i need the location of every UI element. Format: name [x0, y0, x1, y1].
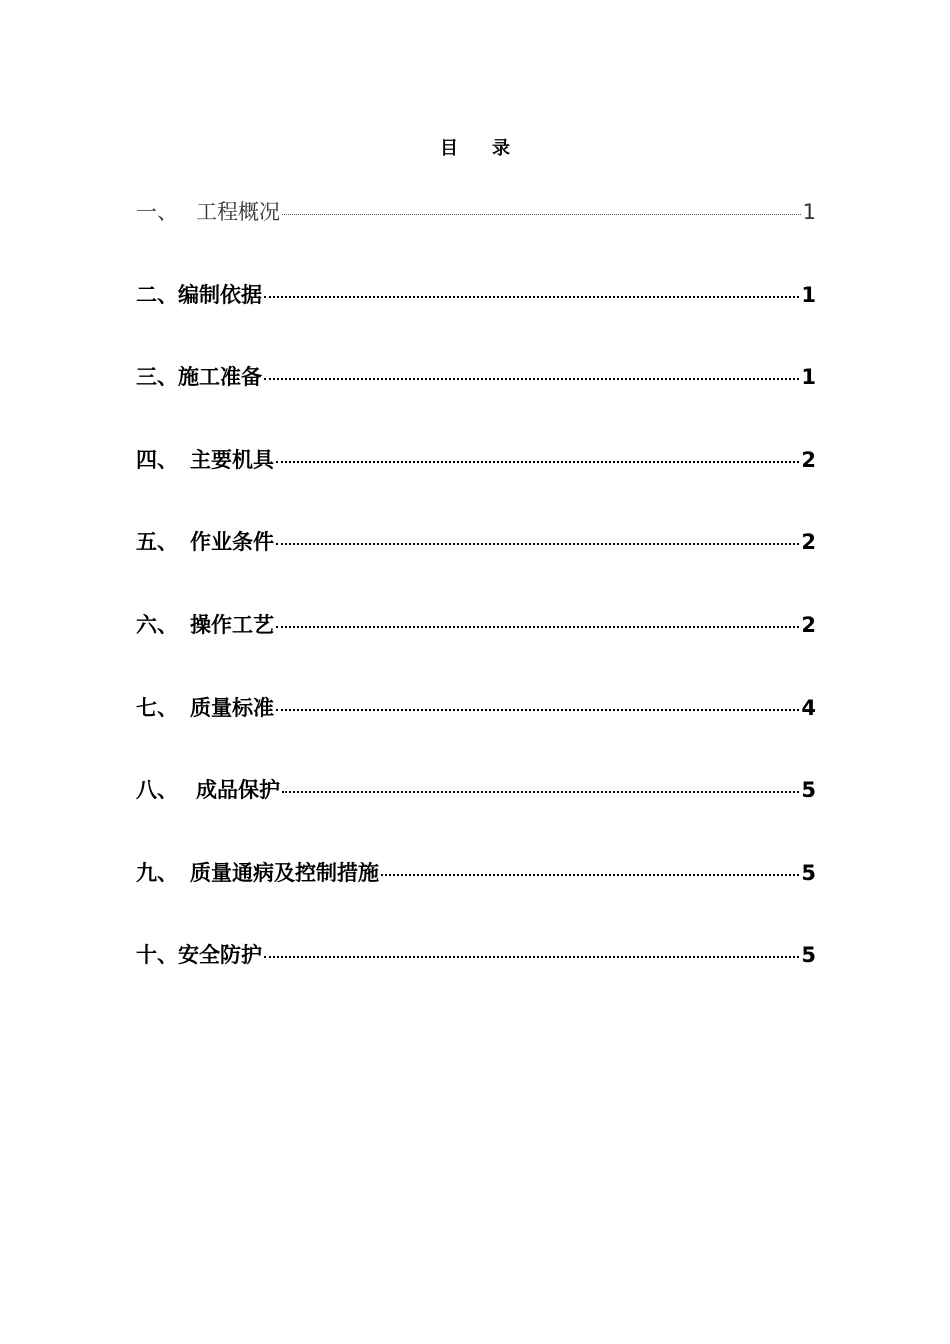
toc-entry-number: 四、 [136, 447, 178, 472]
dot-leader [264, 934, 799, 958]
toc-entry-number: 六、 [136, 612, 178, 637]
toc-entry-number: 二、 [136, 282, 178, 307]
toc-entry-10[interactable] [136, 935, 816, 1018]
dot-leader [276, 604, 799, 628]
toc-entry-number: 十、 [136, 943, 178, 968]
toc-entry-title: 主要机具 [190, 447, 274, 472]
toc-entry-number: 九、 [136, 860, 178, 885]
toc-title: 目录 [440, 138, 544, 159]
toc-entry-title: 工程概况 [196, 200, 280, 224]
toc-entry-6[interactable] [136, 605, 816, 688]
dot-leader [264, 356, 799, 380]
toc-entry-title: 质量通病及控制措施 [190, 860, 379, 885]
toc-entry-title: 质量标准 [190, 695, 274, 720]
toc-entry-number: 一、 [136, 200, 178, 224]
toc-entry-number: 五、 [136, 530, 178, 555]
toc-entry-number: 七、 [136, 695, 178, 720]
toc-entry-title: 作业条件 [190, 530, 274, 555]
toc-entry-number: 三、 [136, 365, 178, 390]
toc-entry-number: 八、 [136, 778, 178, 803]
toc-entry-title: 操作工艺 [190, 612, 274, 637]
toc-entry-title: 编制依据 [178, 282, 262, 307]
toc-entry-page: 5 [801, 943, 816, 968]
toc-entry-page: 4 [801, 695, 816, 720]
toc-entry-title: 施工准备 [178, 365, 262, 390]
toc-entry-title: 安全防护 [178, 943, 262, 968]
toc-entry-2[interactable] [136, 275, 816, 358]
dot-leader [276, 521, 799, 545]
toc-entry-page: 1 [802, 200, 816, 224]
toc-entry-title: 成品保护 [196, 778, 280, 803]
toc-entry-1[interactable] [136, 192, 816, 275]
dot-leader [282, 769, 799, 793]
toc-entry-page: 2 [801, 530, 816, 555]
toc-entry-3[interactable] [136, 357, 816, 440]
toc-entry-page: 1 [801, 365, 816, 390]
toc-entry-5[interactable] [136, 522, 816, 605]
toc-entry-page: 2 [801, 447, 816, 472]
toc-entry-page: 2 [801, 612, 816, 637]
dot-leader [282, 192, 801, 215]
toc-entry-9[interactable] [136, 853, 816, 936]
toc-entry-page: 5 [801, 778, 816, 803]
toc-entry-7[interactable] [136, 688, 816, 771]
dot-leader [264, 274, 799, 298]
dot-leader [276, 439, 799, 463]
dot-leader [381, 852, 799, 876]
toc-entry-page: 1 [801, 282, 816, 307]
toc-entry-8[interactable] [136, 770, 816, 853]
table-of-contents [136, 192, 816, 1018]
toc-entry-page: 5 [801, 860, 816, 885]
toc-entry-4[interactable] [136, 440, 816, 523]
dot-leader [276, 687, 799, 711]
